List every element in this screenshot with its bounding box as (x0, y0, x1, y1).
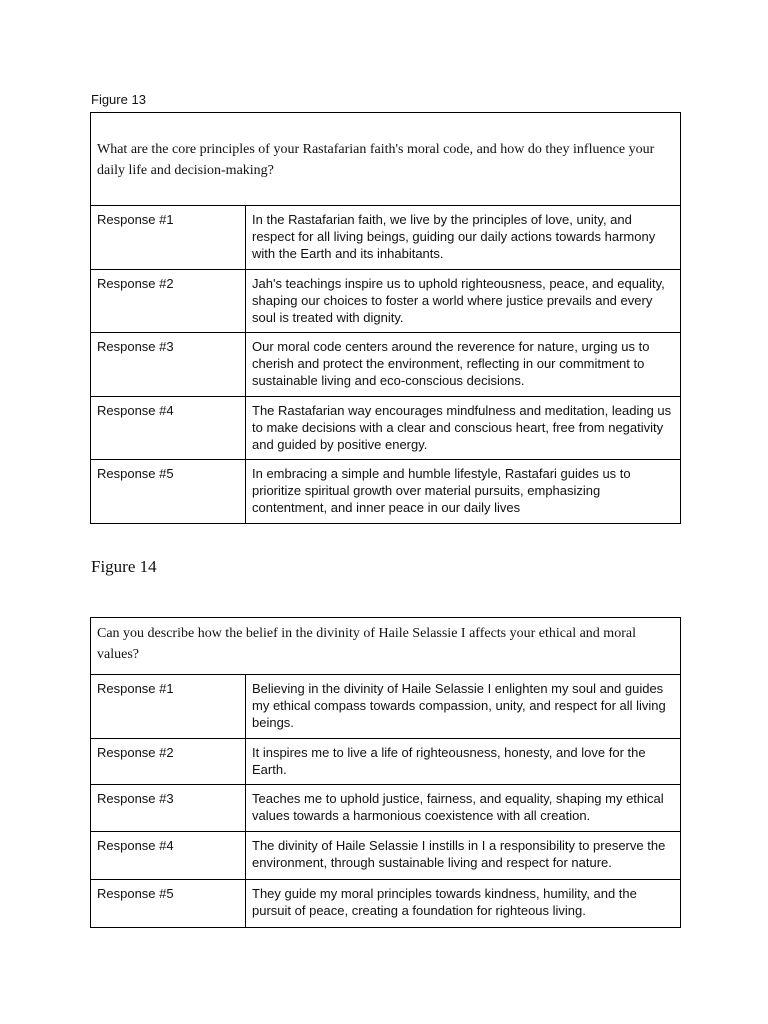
question-cell (91, 113, 681, 206)
table-row (91, 832, 681, 880)
response-text: In the Rastafarian faith, we live by the principles of love, unity, and respect for all living beings, guiding our daily actions towards harmony with the Earth and its inhabitants. (252, 212, 656, 261)
response-text: Teaches me to uphold justice, fairness, and equality, shaping my ethical values towards a harmonious coexistence with all creation. (252, 791, 664, 823)
figure-14-caption: Figure 14 (91, 557, 157, 576)
response-text: Our moral code centers around the reverence for nature, urging us to cherish and protect the environment, reflecting in our commitment to sustainable living and eco-conscious decisions. (252, 339, 650, 388)
figure-13-caption: Figure 13 (91, 92, 146, 107)
response-text: Believing in the divinity of Haile Selassie I enlighten my soul and guides my ethical compass towards compassion, unity, and respect for all living beings. (252, 681, 666, 730)
table-row (91, 460, 681, 524)
table-row (91, 333, 681, 397)
response-label: Response #4 (97, 403, 174, 418)
figure-13-table (90, 112, 681, 524)
response-label: Response #3 (97, 791, 174, 806)
table-row (91, 880, 681, 928)
response-label: Response #1 (97, 681, 174, 696)
response-text: Jah's teachings inspire us to uphold righteousness, peace, and equality, shaping our choices to foster a world where justice prevails and every soul is treated with dignity. (252, 276, 665, 325)
table-row (91, 675, 681, 739)
response-text: It inspires me to live a life of righteousness, honesty, and love for the Earth. (252, 745, 646, 777)
table-row (91, 785, 681, 832)
question-row (91, 618, 681, 675)
response-label: Response #1 (97, 212, 174, 227)
response-text: In embracing a simple and humble lifestyle, Rastafari guides us to prioritize spiritual growth over material pursuits, emphasizing contentment, and inner peace in our daily lives (252, 466, 631, 515)
figure-14-table (90, 617, 681, 928)
response-text: They guide my moral principles towards kindness, humility, and the pursuit of peace, creating a foundation for righteous living. (252, 886, 637, 918)
response-label: Response #5 (97, 466, 174, 481)
question-cell (91, 618, 681, 675)
response-label: Response #4 (97, 838, 174, 853)
response-label: Response #2 (97, 745, 174, 760)
table-row (91, 270, 681, 333)
table-row (91, 206, 681, 270)
question-row (91, 113, 681, 206)
response-text: The divinity of Haile Selassie I instills in I a responsibility to preserve the environment, through sustainable living and respect for nature. (252, 838, 666, 870)
question-text: What are the core principles of your Rastafarian faith's moral code, and how do they influence your daily life and decision-making? (97, 142, 655, 178)
question-text: Can you describe how the belief in the divinity of Haile Selassie I affects your ethical and moral values? (97, 626, 636, 662)
table-row (91, 739, 681, 785)
table-row (91, 397, 681, 460)
response-label: Response #5 (97, 886, 174, 901)
response-label: Response #3 (97, 339, 174, 354)
response-label: Response #2 (97, 276, 174, 291)
response-text: The Rastafarian way encourages mindfulness and meditation, leading us to make decisions with a clear and conscious heart, free from negativity and guided by positive energy. (252, 403, 672, 452)
